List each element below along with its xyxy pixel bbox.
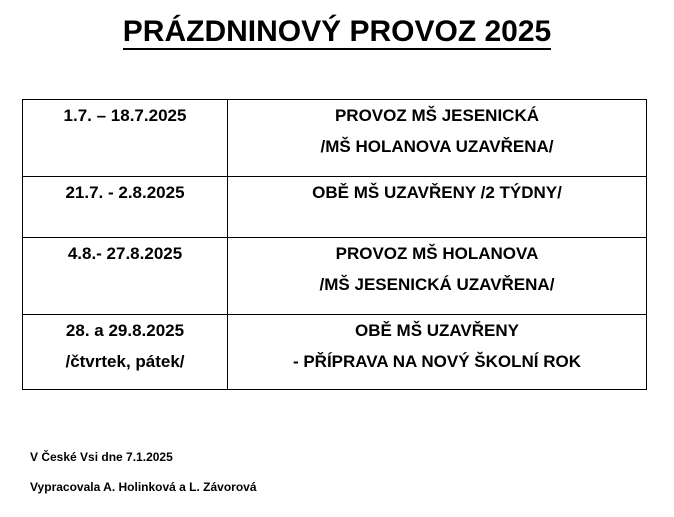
description-line: PROVOZ MŠ JESENICKÁ: [334, 106, 540, 125]
table-row: [23, 177, 647, 238]
place-date-note: V České Vsi dne 7.1.2025: [30, 450, 173, 464]
description-line: /MŠ JESENICKÁ UZAVŘENA/: [319, 275, 555, 294]
table-row: [23, 238, 647, 315]
description-cell: [228, 100, 647, 177]
description-line: PROVOZ MŠ HOLANOVA: [335, 244, 539, 263]
description-line: /MŠ HOLANOVA UZAVŘENA/: [320, 137, 554, 156]
description-cell: [228, 177, 647, 238]
date-line: 28. a 29.8.2025: [65, 321, 185, 340]
date-cell: [23, 100, 228, 177]
description-line: - PŘÍPRAVA NA NOVÝ ŠKOLNÍ ROK: [292, 352, 582, 371]
date-line: /čtvrtek, pátek/: [65, 352, 185, 371]
page-title: [0, 14, 674, 50]
description-cell: [228, 238, 647, 315]
page-title-text: PRÁZDNINOVÝ PROVOZ 2025: [122, 15, 552, 48]
date-cell: [23, 315, 228, 390]
table-row: [23, 100, 647, 177]
date-cell: [23, 238, 228, 315]
date-line: 4.8.- 27.8.2025: [67, 244, 183, 263]
description-line: OBĚ MŠ UZAVŘENY: [354, 321, 520, 340]
date-cell: [23, 177, 228, 238]
description-line: OBĚ MŠ UZAVŘENY /2 TÝDNY/: [312, 183, 562, 202]
date-line: 1.7. – 18.7.2025: [63, 106, 187, 125]
author-note: Vypracovala A. Holinková a L. Závorová: [30, 480, 257, 494]
table-row: [23, 315, 647, 390]
date-line: 21.7. - 2.8.2025: [65, 183, 185, 202]
schedule-table: [22, 99, 647, 390]
description-cell: [228, 315, 647, 390]
